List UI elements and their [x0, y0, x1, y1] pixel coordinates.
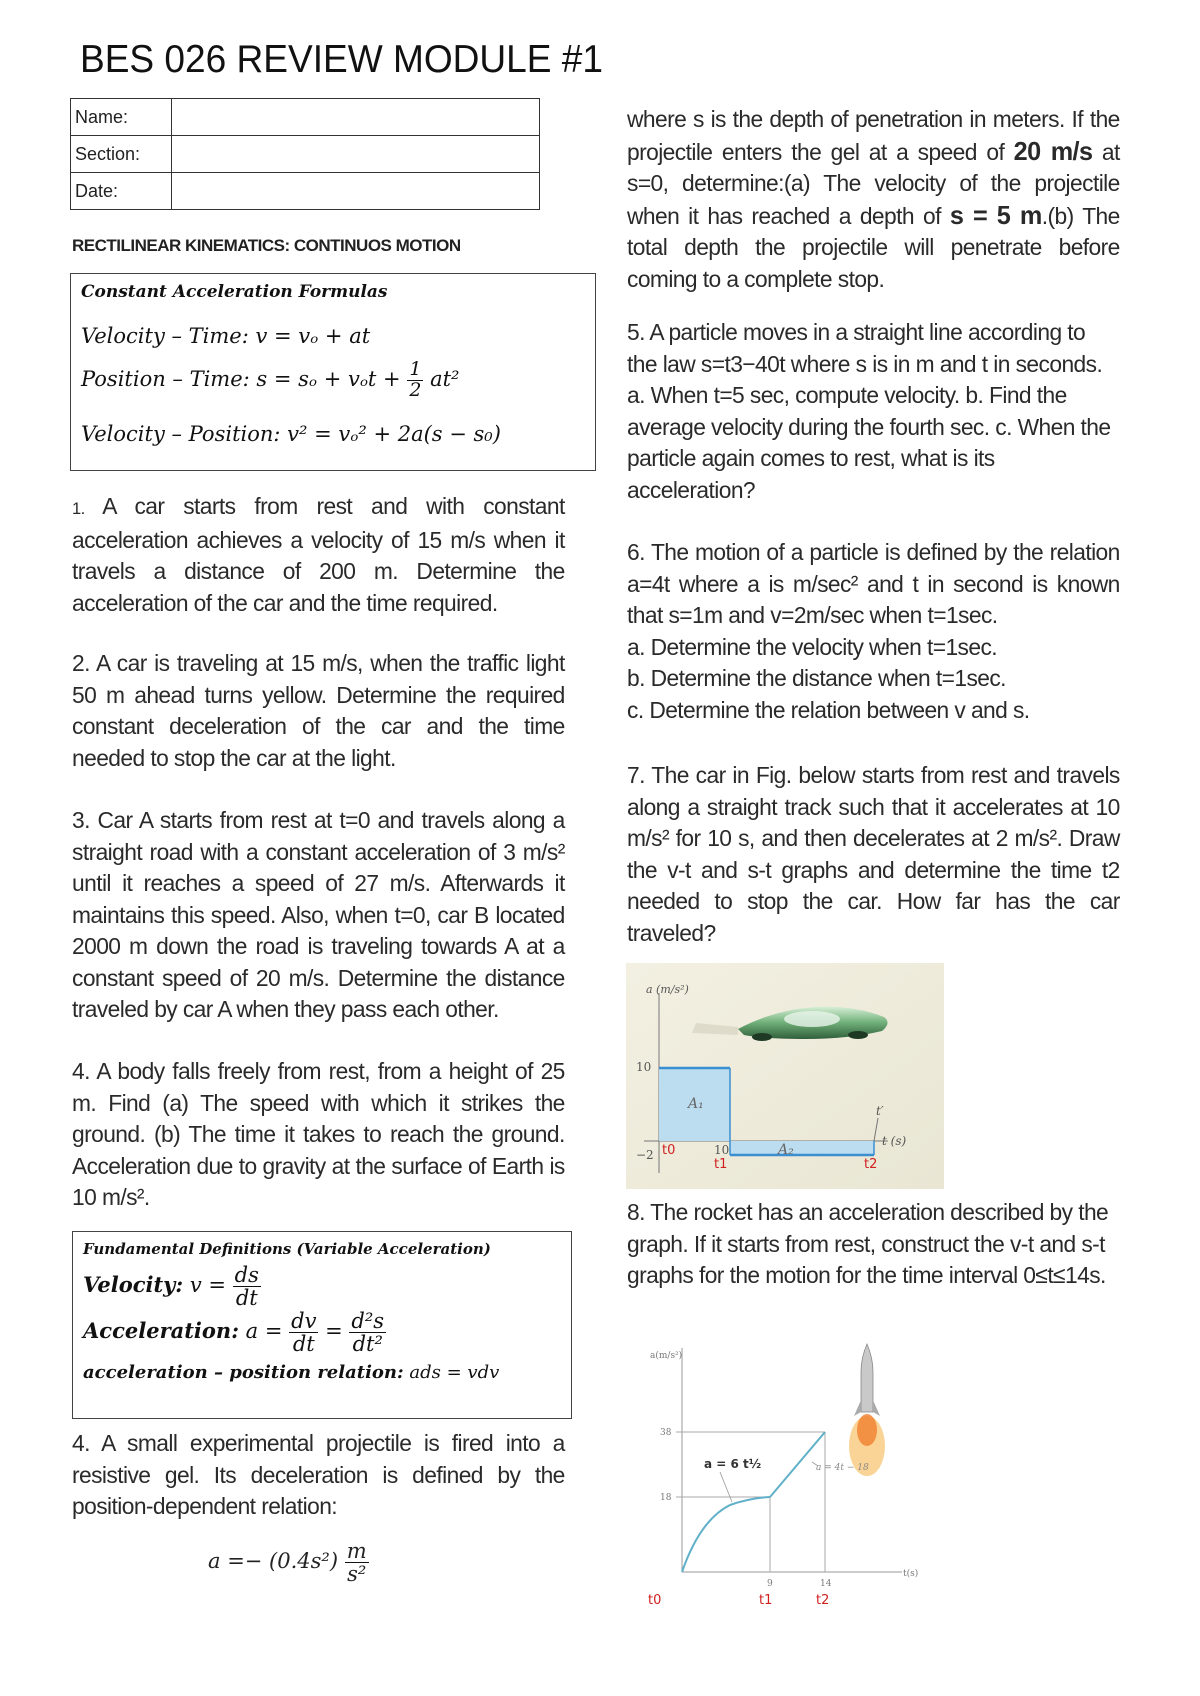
y-tick-18: 18: [660, 1493, 672, 1503]
problem-parts: a. When t=5 sec, compute velocity. b. Find the average velocity during the fourth sec. c. When the particle again comes to rest, what is its acceleration?: [627, 382, 1111, 503]
equation-expression: a =− (0.4s²): [208, 1549, 339, 1574]
problem-4b: 4. A small experimental projectile is fired into a resistive gel. Its deceleration is defined by the position-dependent relation:: [72, 1430, 565, 1519]
curve-label: a = 6 t½: [704, 1457, 762, 1471]
formula-expression: v = vₒ + at: [255, 324, 371, 348]
section-field[interactable]: [172, 136, 540, 173]
highlighted-value: 20 m/s: [1013, 135, 1093, 166]
problem-text: at s=0, determine:(a) The velocity of the projectile when it has reached a depth of: [627, 138, 1120, 229]
fraction: [289, 1310, 318, 1355]
problem-text: 6. The motion of a particle is defined by the relation a=4t where a is m/sec² and t in second is known that s=1m and v=2m/sec when t=1sec.: [627, 539, 1120, 628]
problem-part-b: b. Determine the distance when t=1sec.: [627, 665, 1006, 691]
box-heading: Fundamental Definitions (Variable Acceleration): [83, 1240, 491, 1258]
problem-5: [627, 317, 1120, 506]
fraction: [345, 1540, 369, 1585]
area-a2-label: A₂: [778, 1142, 794, 1158]
student-info-table: [70, 98, 540, 210]
equals-sign: =: [325, 1319, 343, 1344]
y-tick-neg2: −2: [636, 1148, 654, 1162]
line-label: a = 4t − 18: [816, 1463, 869, 1473]
fundamental-definitions-box: [72, 1231, 572, 1419]
fraction-denominator: dt: [292, 1332, 315, 1357]
section-label: Section:: [71, 136, 172, 173]
t1-label: t1: [759, 1593, 773, 1608]
x-tick-14: 14: [820, 1579, 832, 1589]
t2-label: t2: [864, 1157, 878, 1172]
problem-4b-continued: [627, 104, 1120, 295]
formula-label: Acceleration:: [83, 1318, 239, 1344]
problem-text: .(b) The total depth the projectile will penetrate before coming to a complete stop.: [627, 202, 1120, 292]
y-tick-10: 10: [636, 1060, 652, 1074]
fraction-numerator: d²s: [351, 1309, 385, 1333]
x-axis-label: t (s): [882, 1134, 907, 1148]
problem-part-a: a. Determine the velocity when t=1sec.: [627, 633, 998, 660]
rocket-icon: [849, 1344, 885, 1476]
problem-6: [627, 537, 1120, 726]
formula-label: Velocity – Position:: [81, 422, 281, 446]
area-a1-label: A₁: [688, 1096, 704, 1112]
tprime-label: t′: [876, 1104, 884, 1118]
fraction-denominator: 2: [409, 378, 422, 401]
section-title: RECTILINEAR KINEMATICS: CONTINUOS MOTION: [72, 236, 461, 255]
fraction-numerator: 1: [409, 358, 422, 380]
page-title: BES 026 REVIEW MODULE #1: [80, 38, 604, 81]
box-heading: Constant Acceleration Formulas: [81, 282, 388, 302]
acceleration-definition: [83, 1310, 386, 1355]
fraction-numerator: m: [346, 1539, 367, 1563]
y-axis-label: a(m/s²): [650, 1351, 683, 1361]
t1-label: t1: [714, 1157, 728, 1172]
position-time-formula: [81, 360, 459, 401]
rocket-acceleration-figure: [620, 1320, 960, 1620]
t0-label: t0: [648, 1593, 662, 1608]
problem-8: 8. The rocket has an acceleration described by the graph. If it starts from rest, construct the v-t and s-t graphs for the motion for the time interval 0≤t≤14s.: [627, 1199, 1109, 1288]
problem-3: 3. Car A starts from rest at t=0 and travels along a straight road with a constant acceleration of 3 m/s² until it reaches a speed of 27 m/s. Afterwards it maintains this speed. Also, when t=0, car B located 2000 m down the road is traveling towards A at a constant speed of 20 m/s. Determine the distance traveled by car A when they pass each other.: [72, 807, 565, 1022]
formula-label: acceleration – position relation:: [83, 1362, 404, 1383]
fraction: [407, 360, 423, 401]
formula-label: Velocity:: [83, 1272, 184, 1298]
y-axis-label: a (m/s²): [646, 983, 689, 996]
velocity-definition: [83, 1264, 261, 1309]
area-a2: [730, 1141, 874, 1155]
fraction: [349, 1310, 386, 1355]
x-tick-9: 9: [767, 1579, 773, 1589]
problem-number: 1.: [72, 499, 85, 518]
problem-4a: 4. A body falls freely from rest, from a height of 25 m. Find (a) The speed with which it strikes the ground. (b) The time it takes to reach the ground. Acceleration due to gravity at the surface of Earth is 10 m/s².: [72, 1058, 565, 1210]
x-tick-10: 10: [714, 1143, 730, 1157]
car-acceleration-figure: [626, 963, 944, 1189]
problem-part-c: c. Determine the relation between v and s.: [627, 696, 1030, 723]
acceleration-position-relation: [83, 1362, 499, 1383]
problem-text: A car starts from rest and with constant acceleration achieves a velocity of 15 m/s when it travels a distance of 200 m. Determine the acceleration of the car and the time required.: [72, 493, 565, 616]
formula-expression: v =: [189, 1273, 226, 1298]
formula-label: Position – Time:: [81, 366, 250, 391]
problem-7: 7. The car in Fig. below starts from rest and travels along a straight track such that it accelerates at 10 m/s² for 10 s, and then decelerates at 2 m/s². Draw the v-t and s-t graphs and determine the time t2 needed to stop the car. How far has the car traveled?: [627, 762, 1120, 946]
problem-1: [72, 491, 565, 619]
date-field[interactable]: [172, 173, 540, 210]
y-tick-38: 38: [660, 1428, 672, 1438]
highlighted-value: s = 5 m: [949, 199, 1042, 230]
formula-expression: s = sₒ + vₒt +: [256, 366, 401, 391]
name-label: Name:: [71, 99, 172, 136]
velocity-time-formula: [81, 324, 370, 348]
date-label: Date:: [71, 173, 172, 210]
fraction-denominator: dt²: [352, 1332, 383, 1357]
problem-text: 5. A particle moves in a straight line according to the law s=t3−40t where s is in m and t in seconds.: [627, 319, 1103, 377]
t2-label: t2: [816, 1593, 830, 1608]
formula-expression: v² = vₒ² + 2a(s − s₀): [287, 422, 501, 446]
formula-expression: ads = vdv: [409, 1362, 500, 1383]
t0-label: t0: [662, 1143, 676, 1158]
formula-label: Velocity – Time:: [81, 324, 249, 348]
fraction-denominator: s²: [347, 1562, 367, 1587]
gel-deceleration-equation: [208, 1540, 369, 1585]
x-axis-label: t(s): [903, 1569, 919, 1579]
formula-expression: at²: [430, 366, 460, 391]
problem-text: where s is the depth of penetration in meters. If the projectile enters the gel at a speed of: [627, 106, 1120, 165]
constant-acceleration-box: [70, 273, 596, 471]
fraction-denominator: dt: [235, 1286, 258, 1311]
curve-a-6t-half: [682, 1497, 770, 1572]
velocity-position-formula: [81, 422, 501, 446]
formula-expression: a =: [245, 1319, 283, 1344]
problem-2: 2. A car is traveling at 15 m/s, when the traffic light 50 m ahead turns yellow. Determine the required constant deceleration of the car and the time needed to stop the car at the light.: [72, 650, 565, 771]
fraction-numerator: ds: [234, 1263, 259, 1287]
name-field[interactable]: [172, 99, 540, 136]
fraction: [233, 1264, 261, 1309]
fraction-numerator: dv: [291, 1309, 317, 1333]
